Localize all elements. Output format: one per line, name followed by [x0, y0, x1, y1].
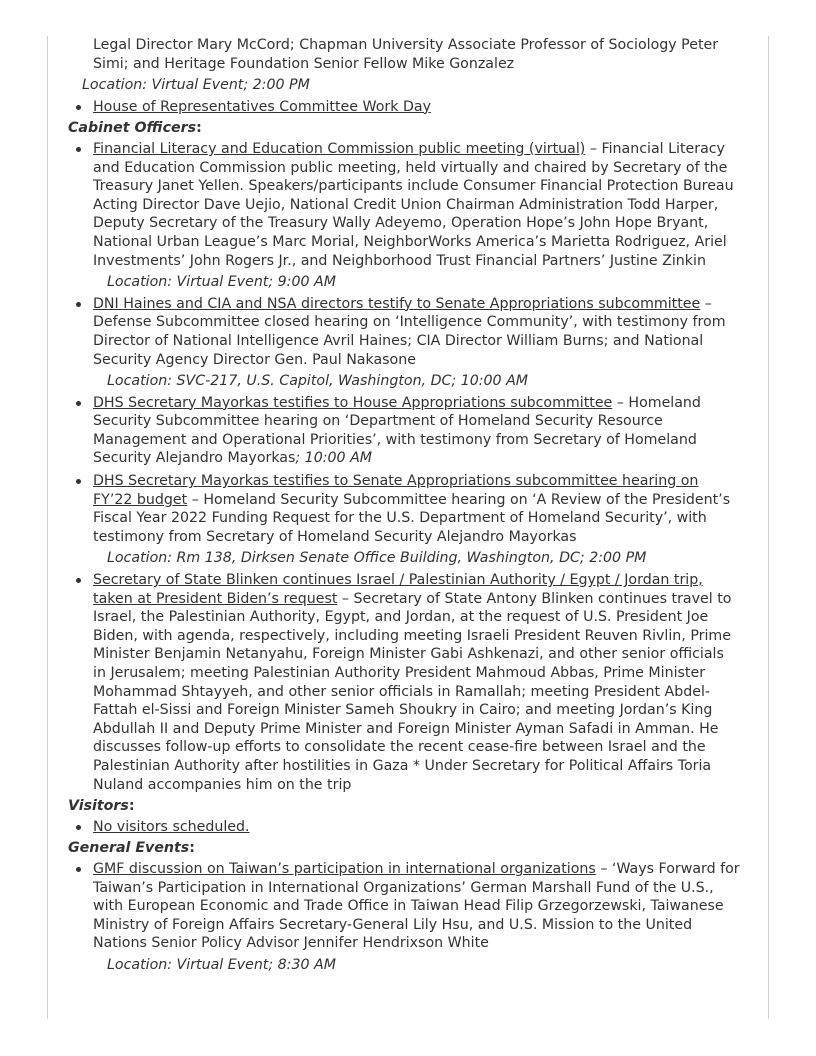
- previous-item-location: Location: Virtual Event; 2:00 PM: [82, 77, 310, 94]
- list-item: [93, 98, 740, 117]
- event-location: Location: Virtual Event; 9:00 AM: [107, 274, 336, 291]
- event-link[interactable]: DHS Secretary Mayorkas testifies to Senate Appropriations subcommittee hearing on FY’22 budget: [93, 473, 699, 508]
- cabinet-officers-heading: Cabinet Officers:: [68, 120, 202, 137]
- list-item: [93, 818, 740, 837]
- event-description: – Homeland Security Subcommittee hearing on ‘A Review of the President’s Fiscal Year 2022 Funding Request for the U.S. Department of Homeland Security’, with testimony from Secretary of Homeland Security Alejandro Mayorkas: [93, 491, 731, 545]
- general-events-list: [68, 860, 740, 975]
- list-item: [93, 394, 740, 468]
- list-item: [93, 295, 740, 391]
- list-item: [93, 860, 740, 975]
- event-location: Location: Virtual Event; 8:30 AM: [107, 956, 336, 973]
- event-description: – Secretary of State Antony Blinken continues travel to Israel, the Palestinian Authority, Egypt, and Jordan, at the request of U.S. President Joe Biden, with agenda, respectively, including meeting Israeli President Reuven Rivlin, Prime Minister Benjamin Netanyahu, Foreign Minister Gabi Ashkenazi, and other senior officials in Jerusalem; meeting Palestinian Authority President Mahmoud Abbas, Prime Minister Mohammad Shtayyeh, and other senior officials in Ramallah; meeting President Abdel-Fattah el-Sissi and Foreign Minister Sameh Shoukry in Cairo; and meeting Jordan’s King Abdullah II and Deputy Prime Minister and Foreign Minister Ayman Safadi in Amman. He discusses follow-up efforts to consolidate the recent cease-fire between Israel and the Palestinian Authority after hostilities in Gaza * Under Secretary for Political Affairs Toria Nuland accompanies him on the trip: [93, 590, 732, 793]
- previous-item-continuation: Legal Director Mary McCord; Chapman University Associate Professor of Sociology Peter Simi; and Heritage Foundation Senior Fellow Mike Gonzalez: [93, 37, 719, 72]
- event-link[interactable]: Secretary of State Blinken continues Israel / Palestinian Authority / Egypt / Jordan trip, taken at President Biden’s request: [93, 572, 703, 607]
- house-list: [68, 98, 740, 117]
- schedule-content: [68, 36, 740, 978]
- cabinet-list: [68, 140, 740, 794]
- event-link[interactable]: DHS Secretary Mayorkas testifies to House Appropriations subcommittee: [93, 394, 613, 411]
- event-link[interactable]: Financial Literacy and Education Commission public meeting (virtual): [93, 140, 586, 157]
- event-description: – ‘Ways Forward for Taiwan’s Participation in International Organizations’ German Marshall Fund of the U.S., with European Economic and Trade Office in Taiwan Head Filip Grzegorzewski, Taiwanese Ministry of Foreign Affairs Secretary-General Lily Hsu, and U.S. Mission to the United Nations Senior Policy Advisor Jennifer Hendrixson White: [93, 860, 740, 952]
- list-item: [93, 571, 740, 794]
- event-description: – Homeland Security Subcommittee hearing on ‘Department of Homeland Security Resource Management and Operational Priorities’, with testimony from Secretary of Homeland Security Alejandro Mayorkas: [93, 394, 701, 467]
- visitors-heading: Visitors:: [68, 798, 135, 815]
- event-link[interactable]: DNI Haines and CIA and NSA directors testify to Senate Appropriations subcommittee: [93, 295, 701, 312]
- event-location: Location: SVC-217, U.S. Capitol, Washington, DC; 10:00 AM: [107, 373, 529, 390]
- event-link[interactable]: GMF discussion on Taiwan’s participation in international organizations: [93, 860, 596, 877]
- visitors-list: [68, 818, 740, 837]
- event-time: ; 10:00 AM: [295, 450, 373, 467]
- event-description: – Defense Subcommittee closed hearing on ‘Intelligence Community’, with testimony from Director of National Intelligence Avril Haines; CIA Director William Burns; and National Security Agency Director Gen. Paul Nakasone: [93, 295, 726, 368]
- no-visitors-link[interactable]: No visitors scheduled.: [93, 818, 250, 835]
- list-item: [93, 472, 740, 568]
- house-work-day-link[interactable]: House of Representatives Committee Work Day: [93, 98, 431, 115]
- right-margin-rule: [768, 36, 769, 1019]
- general-events-heading: General Events:: [68, 840, 195, 857]
- left-margin-rule: [47, 36, 48, 1019]
- event-description: – Financial Literacy and Education Commission public meeting, held virtually and chaired by Secretary of the Treasury Janet Yellen. Speakers/participants include Consumer Financial Protection Bureau Acting Director Dave Uejio, National Credit Union Chairman Administration Todd Harper, Deputy Secretary of the Treasury Wally Adeyemo, Operation Hope’s John Hope Bryant, National Urban League’s Marc Morial, NeighborWorks America’s Marietta Rodriguez, Ariel Investments’ John Rogers Jr., and Neighborhood Trust Financial Partners’ Justine Zinkin: [93, 140, 734, 269]
- list-item: [93, 140, 740, 292]
- event-location: Location: Rm 138, Dirksen Senate Office Building, Washington, DC; 2:00 PM: [107, 550, 647, 567]
